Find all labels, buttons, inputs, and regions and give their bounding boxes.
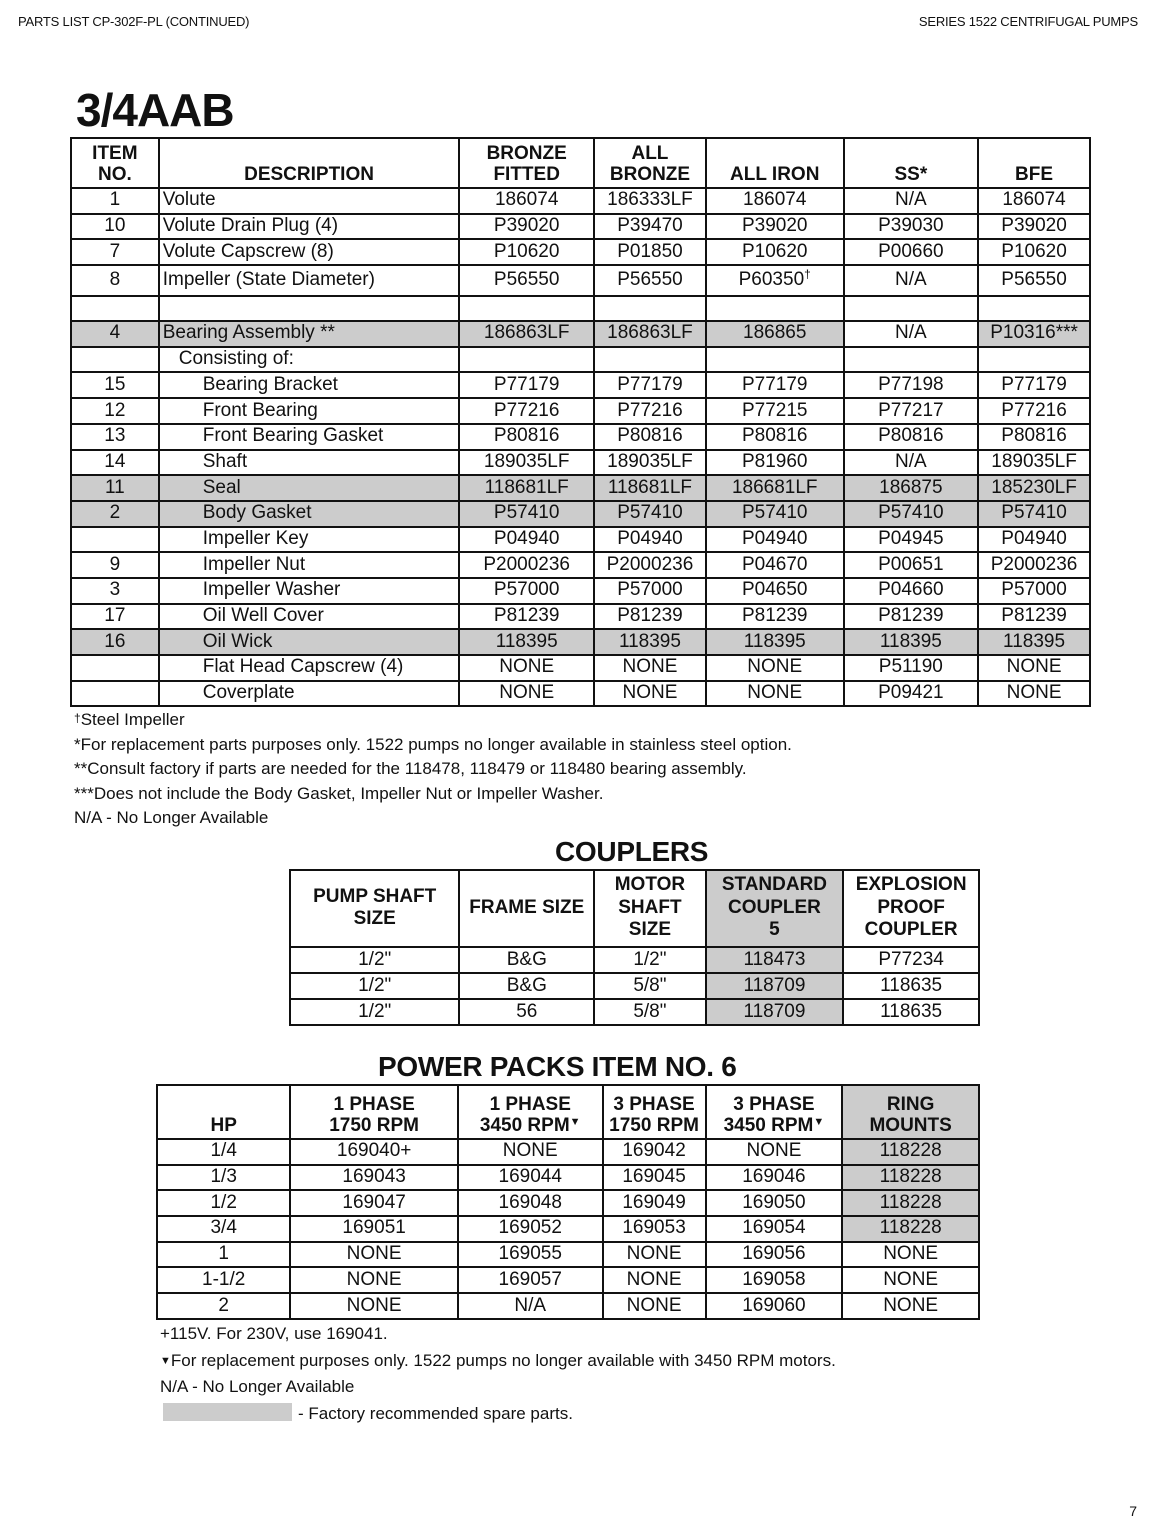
cell-3phase-1750: NONE (603, 1242, 706, 1268)
cell-ring-mounts: NONE (842, 1242, 979, 1268)
cell-description: Front Bearing Gasket (159, 424, 460, 450)
cell-bfe: 185230LF (978, 475, 1090, 501)
cell-all-iron: P80816 (706, 424, 844, 450)
cell-bronze-fitted: P80816 (459, 424, 594, 450)
cell-description: Volute (159, 188, 460, 214)
cell-all-iron: P57410 (706, 501, 844, 527)
col-bronze-fitted: BRONZE FITTED (459, 138, 594, 188)
cell-all-bronze: NONE (594, 655, 706, 681)
parts-row (71, 501, 1090, 527)
cell-bfe: P56550 (978, 265, 1090, 296)
power-pack-row (157, 1242, 979, 1268)
footnote-single-star: *For replacement parts purposes only. 1522 pumps no longer available in stainless steel option. (74, 734, 792, 754)
footnote-dagger: †Steel Impeller (74, 710, 185, 729)
cell-description: Consisting of: (159, 347, 460, 373)
parts-header-row (71, 138, 1090, 188)
cell-bfe: P04940 (978, 527, 1090, 553)
cell-bronze-fitted: P56550 (459, 265, 594, 296)
cell-bronze-fitted: NONE (459, 655, 594, 681)
cell-ss: N/A (844, 450, 979, 476)
cell-motor-shaft-size: 5/8" (594, 973, 705, 999)
cell-item-no: 7 (71, 239, 159, 265)
footnote-plus: +115V. For 230V, use 169041. (160, 1324, 388, 1343)
cell-frame-size: B&G (459, 947, 594, 973)
cell-all-iron: P81239 (706, 604, 844, 630)
power-packs-title: POWER PACKS ITEM NO. 6 (378, 1051, 737, 1082)
cell-all-bronze: NONE (594, 681, 706, 707)
cell-hp: 2 (157, 1293, 290, 1319)
cell-item-no: 13 (71, 424, 159, 450)
cell-bronze-fitted: P39020 (459, 214, 594, 240)
cell-item-no (71, 527, 159, 553)
cell-bfe: NONE (978, 655, 1090, 681)
cell-item-no (71, 681, 159, 707)
cell-all-bronze: P39470 (594, 214, 706, 240)
cell-item-no: 17 (71, 604, 159, 630)
cell-1phase-3450: NONE (458, 1139, 603, 1165)
cell-1phase-1750: 169047 (290, 1190, 457, 1216)
cell-all-bronze: 186863LF (594, 321, 706, 347)
cell-all-iron (706, 347, 844, 373)
coupler-row (290, 999, 979, 1025)
parts-row (71, 214, 1090, 240)
cell-bfe (978, 347, 1090, 373)
cell-all-bronze: P77179 (594, 372, 706, 398)
cell-all-bronze: P77216 (594, 398, 706, 424)
parts-footnotes (74, 708, 792, 831)
cell-hp: 1/3 (157, 1165, 290, 1191)
cell-3phase-1750: NONE (603, 1267, 706, 1293)
cell-all-bronze: 186333LF (594, 188, 706, 214)
parts-table (70, 137, 1091, 707)
cell-description: Impeller Nut (159, 552, 460, 578)
cell-item-no (71, 655, 159, 681)
col-1phase-1750: 1 PHASE 1750 RPM (290, 1085, 457, 1139)
col-item-no: ITEM NO. (71, 138, 159, 188)
cell-bronze-fitted: P81239 (459, 604, 594, 630)
cell-1phase-3450: 169052 (458, 1216, 603, 1242)
cell-bfe: P2000236 (978, 552, 1090, 578)
cell-all-iron: P04940 (706, 527, 844, 553)
cell-3phase-1750: 169045 (603, 1165, 706, 1191)
cell-3phase-3450: 169058 (706, 1267, 843, 1293)
cell-all-iron: P10620 (706, 239, 844, 265)
cell-bfe: P77179 (978, 372, 1090, 398)
cell-3phase-3450: 169054 (706, 1216, 843, 1242)
cell-bronze-fitted: NONE (459, 681, 594, 707)
power-pack-row (157, 1293, 979, 1319)
cell-motor-shaft-size: 1/2" (594, 947, 705, 973)
cell-1phase-3450: 169044 (458, 1165, 603, 1191)
cell-bronze-fitted: 186863LF (459, 321, 594, 347)
couplers-table (289, 869, 980, 1026)
parts-row (71, 578, 1090, 604)
cell-description: Volute Drain Plug (4) (159, 214, 460, 240)
cell-all-bronze: P04940 (594, 527, 706, 553)
cell-frame-size: B&G (459, 973, 594, 999)
footnote-na: N/A - No Longer Available (74, 808, 269, 828)
cell-1phase-1750: NONE (290, 1242, 457, 1268)
col-ring-mounts: RING MOUNTS (842, 1085, 979, 1139)
cell-ss: P04660 (844, 578, 979, 604)
cell-all-iron: NONE (706, 655, 844, 681)
cell-all-iron: 186681LF (706, 475, 844, 501)
cell-bronze-fitted: 186074 (459, 188, 594, 214)
cell-hp: 1/2 (157, 1190, 290, 1216)
parts-row (71, 604, 1090, 630)
cell-description: Impeller Key (159, 527, 460, 553)
parts-row (71, 450, 1090, 476)
cell-item-no: 10 (71, 214, 159, 240)
spare-parts-swatch (163, 1403, 292, 1421)
cell-description: Impeller Washer (159, 578, 460, 604)
cell-all-iron (706, 296, 844, 321)
cell-bronze-fitted: P2000236 (459, 552, 594, 578)
footnote-na: N/A - No Longer Available (160, 1377, 355, 1396)
col-1phase-3450: 1 PHASE 3450 RPM▼ (458, 1085, 603, 1139)
cell-item-no: 15 (71, 372, 159, 398)
cell-description: Impeller (State Diameter) (159, 265, 460, 296)
cell-bfe (978, 296, 1090, 321)
cell-bfe: 186074 (978, 188, 1090, 214)
cell-pump-shaft-size: 1/2" (290, 973, 459, 999)
cell-bfe: P81239 (978, 604, 1090, 630)
parts-row (71, 424, 1090, 450)
cell-ring-mounts: 118228 (842, 1190, 979, 1216)
cell-3phase-3450: 169060 (706, 1293, 843, 1319)
cell-all-bronze: 118395 (594, 629, 706, 655)
cell-pump-shaft-size: 1/2" (290, 947, 459, 973)
cell-description: Bearing Bracket (159, 372, 460, 398)
cell-item-no: 1 (71, 188, 159, 214)
col-pump-shaft-size: PUMP SHAFT SIZE (290, 870, 459, 947)
cell-item-no: 16 (71, 629, 159, 655)
cell-1phase-1750: NONE (290, 1293, 457, 1319)
parts-row (71, 296, 1090, 321)
cell-description: Shaft (159, 450, 460, 476)
parts-row (71, 347, 1090, 373)
cell-bfe: P80816 (978, 424, 1090, 450)
cell-3phase-3450: 169046 (706, 1165, 843, 1191)
cell-bronze-fitted: 118395 (459, 629, 594, 655)
cell-ss: P09421 (844, 681, 979, 707)
col-3phase-3450: 3 PHASE 3450 RPM▼ (706, 1085, 843, 1139)
col-ss: SS* (844, 138, 979, 188)
cell-1phase-3450: N/A (458, 1293, 603, 1319)
col-bfe: BFE (978, 138, 1090, 188)
cell-ring-mounts: 118228 (842, 1216, 979, 1242)
cell-bfe: 189035LF (978, 450, 1090, 476)
cell-item-no: 8 (71, 265, 159, 296)
cell-bfe: P57000 (978, 578, 1090, 604)
cell-ss: 118395 (844, 629, 979, 655)
cell-ring-mounts: NONE (842, 1293, 979, 1319)
cell-item-no: 9 (71, 552, 159, 578)
cell-3phase-3450: 169056 (706, 1242, 843, 1268)
cell-bronze-fitted: P57410 (459, 501, 594, 527)
document-header-right: SERIES 1522 CENTRIFUGAL PUMPS (918, 14, 1138, 29)
cell-hp: 3/4 (157, 1216, 290, 1242)
power-pack-row (157, 1165, 979, 1191)
parts-row (71, 372, 1090, 398)
parts-row (71, 475, 1090, 501)
power-header-row (157, 1085, 979, 1139)
cell-bfe: P10620 (978, 239, 1090, 265)
cell-standard-coupler: 118709 (706, 999, 844, 1025)
cell-item-no: 14 (71, 450, 159, 476)
cell-all-bronze (594, 347, 706, 373)
cell-ss: P04945 (844, 527, 979, 553)
cell-1phase-3450: 169055 (458, 1242, 603, 1268)
cell-ss: 186875 (844, 475, 979, 501)
triangle-marker-icon: ▼ (569, 1116, 581, 1129)
cell-bronze-fitted: P10620 (459, 239, 594, 265)
pump-model-title: 3/4AAB (76, 84, 234, 136)
cell-all-bronze: P80816 (594, 424, 706, 450)
cell-bronze-fitted: P77179 (459, 372, 594, 398)
cell-1phase-1750: 169051 (290, 1216, 457, 1242)
cell-ss: P00660 (844, 239, 979, 265)
footnote-double-star: **Consult factory if parts are needed for the 118478, 118479 or 118480 bearing assembly. (74, 759, 747, 779)
cell-description: Coverplate (159, 681, 460, 707)
cell-ss: P00651 (844, 552, 979, 578)
cell-ss: P39030 (844, 214, 979, 240)
cell-bronze-fitted: P77216 (459, 398, 594, 424)
cell-ss (844, 347, 979, 373)
cell-bronze-fitted: P57000 (459, 578, 594, 604)
parts-row (71, 398, 1090, 424)
cell-bronze-fitted: P04940 (459, 527, 594, 553)
cell-item-no (71, 347, 159, 373)
power-pack-row (157, 1267, 979, 1293)
cell-3phase-3450: NONE (706, 1139, 843, 1165)
cell-ss (844, 296, 979, 321)
cell-description: Bearing Assembly ** (159, 321, 460, 347)
cell-explosion-proof-coupler: 118635 (843, 973, 979, 999)
cell-description: Oil Wick (159, 629, 460, 655)
cell-motor-shaft-size: 5/8" (594, 999, 705, 1025)
cell-all-iron: P04650 (706, 578, 844, 604)
cell-pump-shaft-size: 1/2" (290, 999, 459, 1025)
parts-row (71, 655, 1090, 681)
parts-row (71, 527, 1090, 553)
cell-all-bronze: 118681LF (594, 475, 706, 501)
cell-all-bronze: P81239 (594, 604, 706, 630)
cell-item-no (71, 296, 159, 321)
cell-hp: 1 (157, 1242, 290, 1268)
cell-hp: 1/4 (157, 1139, 290, 1165)
triangle-marker-icon: ▼ (813, 1116, 825, 1129)
document-header-left: PARTS LIST CP-302F-PL (CONTINUED) (18, 14, 250, 29)
page-number: 7 (1129, 1503, 1137, 1519)
cell-all-bronze: P57410 (594, 501, 706, 527)
cell-1phase-3450: 169048 (458, 1190, 603, 1216)
cell-ss: P80816 (844, 424, 979, 450)
cell-standard-coupler: 118709 (706, 973, 844, 999)
cell-description: Oil Well Cover (159, 604, 460, 630)
cell-bronze-fitted (459, 296, 594, 321)
parts-row (71, 321, 1090, 347)
couplers-title: COUPLERS (555, 836, 709, 867)
cell-ss: P81239 (844, 604, 979, 630)
col-all-iron: ALL IRON (706, 138, 844, 188)
cell-all-iron: P77179 (706, 372, 844, 398)
col-hp: HP (157, 1085, 290, 1139)
cell-description: Flat Head Capscrew (4) (159, 655, 460, 681)
parts-row (71, 552, 1090, 578)
cell-item-no: 2 (71, 501, 159, 527)
cell-all-iron: P04670 (706, 552, 844, 578)
col-description: DESCRIPTION (159, 138, 460, 188)
couplers-header-row (290, 870, 979, 947)
coupler-row (290, 973, 979, 999)
cell-all-bronze: 189035LF (594, 450, 706, 476)
col-all-bronze: ALL BRONZE (594, 138, 706, 188)
cell-all-bronze: P2000236 (594, 552, 706, 578)
power-pack-row (157, 1190, 979, 1216)
parts-row (71, 188, 1090, 214)
power-pack-row (157, 1139, 979, 1165)
cell-bfe: 118395 (978, 629, 1090, 655)
cell-standard-coupler: 118473 (706, 947, 844, 973)
col-standard-coupler: STANDARD COUPLER 5 (706, 870, 844, 947)
cell-3phase-1750: 169049 (603, 1190, 706, 1216)
cell-explosion-proof-coupler: P77234 (843, 947, 979, 973)
cell-1phase-1750: 169040+ (290, 1139, 457, 1165)
cell-ss: N/A (844, 321, 979, 347)
cell-all-bronze (594, 296, 706, 321)
cell-item-no: 12 (71, 398, 159, 424)
cell-all-iron: 118395 (706, 629, 844, 655)
cell-ss: N/A (844, 188, 979, 214)
power-pack-row (157, 1216, 979, 1242)
parts-row (71, 681, 1090, 707)
cell-all-iron: P81960 (706, 450, 844, 476)
cell-bronze-fitted: 118681LF (459, 475, 594, 501)
col-motor-shaft-size: MOTOR SHAFT SIZE (594, 870, 705, 947)
power-packs-table (156, 1084, 980, 1320)
coupler-row (290, 947, 979, 973)
cell-bfe: P57410 (978, 501, 1090, 527)
cell-ss: P77198 (844, 372, 979, 398)
cell-ring-mounts: NONE (842, 1267, 979, 1293)
cell-all-iron: P39020 (706, 214, 844, 240)
cell-all-bronze: P01850 (594, 239, 706, 265)
col-3phase-1750: 3 PHASE 1750 RPM (603, 1085, 706, 1139)
cell-ss: N/A (844, 265, 979, 296)
cell-all-bronze: P57000 (594, 578, 706, 604)
cell-ring-mounts: 118228 (842, 1165, 979, 1191)
cell-explosion-proof-coupler: 118635 (843, 999, 979, 1025)
cell-1phase-1750: NONE (290, 1267, 457, 1293)
cell-1phase-3450: 169057 (458, 1267, 603, 1293)
cell-3phase-1750: 169042 (603, 1139, 706, 1165)
cell-description: Body Gasket (159, 501, 460, 527)
cell-item-no: 4 (71, 321, 159, 347)
cell-item-no: 3 (71, 578, 159, 604)
parts-row (71, 265, 1090, 296)
cell-all-iron: 186865 (706, 321, 844, 347)
power-packs-footnotes (160, 1321, 836, 1427)
cell-3phase-1750: 169053 (603, 1216, 706, 1242)
cell-bronze-fitted (459, 347, 594, 373)
cell-all-iron: 186074 (706, 188, 844, 214)
cell-all-iron: P77215 (706, 398, 844, 424)
cell-ss: P57410 (844, 501, 979, 527)
cell-item-no: 11 (71, 475, 159, 501)
cell-bfe: NONE (978, 681, 1090, 707)
cell-ss: P77217 (844, 398, 979, 424)
cell-bronze-fitted: 189035LF (459, 450, 594, 476)
cell-hp: 1-1/2 (157, 1267, 290, 1293)
triangle-marker-icon: ▼ (160, 1354, 171, 1367)
cell-all-bronze: P56550 (594, 265, 706, 296)
cell-description (159, 296, 460, 321)
cell-bfe: P77216 (978, 398, 1090, 424)
cell-description: Front Bearing (159, 398, 460, 424)
spare-parts-legend: - Factory recommended spare parts. (160, 1401, 836, 1428)
cell-bfe: P39020 (978, 214, 1090, 240)
parts-row (71, 629, 1090, 655)
cell-1phase-1750: 169043 (290, 1165, 457, 1191)
cell-ring-mounts: 118228 (842, 1139, 979, 1165)
cell-description: Seal (159, 475, 460, 501)
dagger-mark: † (804, 267, 811, 282)
cell-frame-size: 56 (459, 999, 594, 1025)
cell-3phase-1750: NONE (603, 1293, 706, 1319)
cell-ss: P51190 (844, 655, 979, 681)
footnote-triple-star: ***Does not include the Body Gasket, Impeller Nut or Impeller Washer. (74, 783, 604, 803)
cell-description: Volute Capscrew (8) (159, 239, 460, 265)
cell-bfe: P10316*** (978, 321, 1090, 347)
col-explosion-proof-coupler: EXPLOSION PROOF COUPLER (843, 870, 979, 947)
parts-row (71, 239, 1090, 265)
col-frame-size: FRAME SIZE (459, 870, 594, 947)
cell-all-iron: P60350† (706, 265, 844, 296)
cell-3phase-3450: 169050 (706, 1190, 843, 1216)
cell-all-iron: NONE (706, 681, 844, 707)
footnote-triangle: ▼For replacement purposes only. 1522 pumps no longer available with 3450 RPM motors. (160, 1350, 836, 1370)
